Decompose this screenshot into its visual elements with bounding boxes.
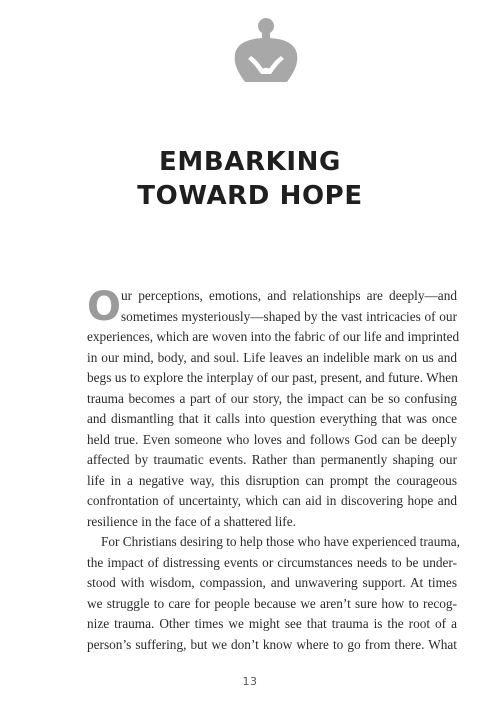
body-line: in our mind, body, and soul. Life leaves an indelible mark on us and — [87, 349, 457, 365]
drop-cap: O — [87, 284, 122, 330]
body-line: For Christians desiring to help those who have experienced trauma, — [101, 534, 460, 549]
chapter-title-line1: EMBARKING — [159, 147, 341, 177]
body-line: and dismantling that it calls into question everything that was once — [87, 411, 457, 426]
page-number: 13 — [242, 675, 258, 688]
body-line: stood with wisdom, compassion, and unwavering support. At times — [87, 575, 457, 590]
body-line: resilience in the face of a shattered life. — [87, 513, 296, 529]
body-line: we struggle to care for people because we aren’t sure how to recog- — [87, 595, 457, 611]
body-line: confrontation of uncertainty, which can aid in discovering hope and — [87, 493, 457, 508]
embracing-figure-icon — [221, 12, 311, 92]
body-line: held true. Even someone who loves and follows God can be deeply — [87, 431, 457, 447]
body-line: person’s suffering, but we don’t know where to go from there. What — [87, 636, 457, 652]
body-line: sometimes mysteriously—shaped by the vast intricacies of our — [121, 308, 457, 324]
chapter-title — [0, 145, 500, 213]
body-line: the impact of distressing events or circumstances needs to be under- — [87, 554, 457, 570]
body-line: nize trauma. Other times we might see that trauma is the root of a — [87, 616, 457, 631]
body-line: affected by traumatic events. Rather than permanently shaping our — [87, 452, 457, 467]
body-line: trauma becomes a part of our story, the impact can be so confusing — [87, 390, 457, 406]
paragraph-1 — [87, 284, 460, 532]
chapter-title-line2: TOWARD HOPE — [137, 181, 363, 211]
paragraph-2 — [87, 532, 460, 655]
body-line: experiences, which are woven into the fabric of our life and imprinted — [87, 329, 460, 344]
body-line: life in a negative way, this disruption can prompt the courageous — [87, 472, 457, 488]
body-line: ur perceptions, emotions, and relationships are deeply—and — [121, 288, 457, 303]
body-line: begs us to explore the interplay of our past, present, and future. When — [87, 370, 458, 385]
chapter-body — [87, 284, 460, 655]
